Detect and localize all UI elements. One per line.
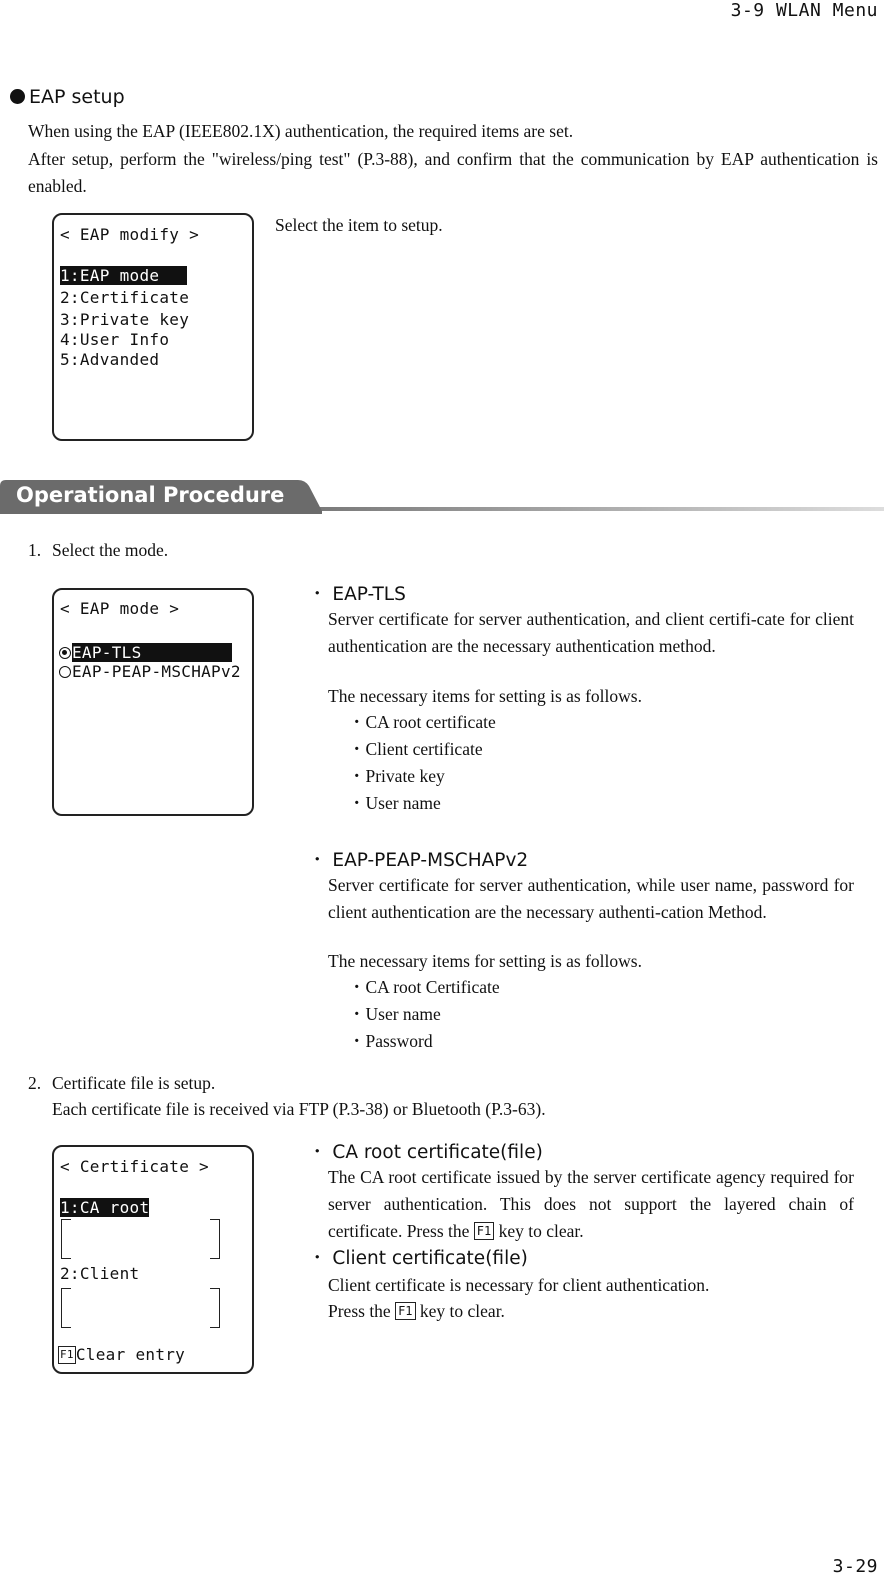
eap-tls-heading: ・ EAP-TLS: [308, 584, 406, 605]
step2-number: 2.: [28, 1073, 42, 1093]
f1-key-icon: F1: [474, 1222, 494, 1240]
client-desc: Client certificate is necessary for client authentication.: [328, 1275, 710, 1295]
eap-tls-items-intro: The necessary items for setting is as follows.: [328, 686, 642, 706]
eap-peap-items-intro: The necessary items for setting is as follows.: [328, 951, 642, 971]
menu-item-certificate[interactable]: 2:Certificate: [60, 288, 190, 307]
ca-root-field-left-bracket: [61, 1219, 71, 1259]
client-clear-hint: Press the F1 key to clear.: [328, 1301, 505, 1321]
eap-tls-item: ・Client certificate: [348, 739, 483, 759]
ca-root-heading: ・ CA root certificate(file): [308, 1142, 543, 1163]
eap-mode-screen: [52, 588, 254, 816]
option-eap-tls[interactable]: EAP-TLS: [59, 643, 232, 663]
radio-unselected-icon: [59, 666, 71, 678]
client-label[interactable]: 2:Client: [60, 1264, 140, 1283]
menu-item-private-key[interactable]: 3:Private key: [60, 310, 190, 329]
operational-procedure-banner: [0, 480, 884, 514]
ca-root-label[interactable]: 1:CA root: [60, 1198, 150, 1217]
client-heading: ・ Client certificate(file): [308, 1248, 528, 1269]
menu-item-user-info[interactable]: 4:User Info: [60, 330, 170, 349]
eap-peap-heading: ・ EAP-PEAP-MSCHAPv2: [308, 850, 529, 871]
eap-peap-item: ・User name: [348, 1004, 441, 1024]
eap-tls-item: ・User name: [348, 793, 441, 813]
eap-peap-item: ・CA root Certificate: [348, 977, 500, 997]
menu-item-advanced[interactable]: 5:Advanded: [60, 350, 160, 369]
certificate-screen: [52, 1145, 254, 1374]
page-number: 3-29: [832, 1556, 878, 1577]
eap-intro-1: When using the EAP (IEEE802.1X) authentication, the required items are set.: [28, 121, 574, 141]
clear-entry-hint[interactable]: F1 Clear entry: [60, 1345, 186, 1364]
step1-text: Select the mode.: [52, 540, 169, 560]
step1-number: 1.: [28, 540, 42, 560]
f1-key-icon: F1: [395, 1302, 415, 1320]
option-eap-peap[interactable]: EAP-PEAP-MSCHAPv2: [59, 662, 241, 682]
step2-text: Certificate file is setup.: [52, 1073, 216, 1093]
ca-root-desc: The CA root certificate issued by the server certificate agency required for server authentication. This does not support the layered chain of certificate. Press the F1 key to clear.: [328, 1167, 854, 1241]
eap-setup-heading: [10, 86, 125, 108]
client-field-left-bracket: [61, 1288, 71, 1328]
page-header: 3-9 WLAN Menu: [730, 0, 878, 21]
screen-title: < EAP modify >: [60, 225, 200, 244]
eap-tls-item: ・Private key: [348, 766, 445, 786]
eap-peap-item: ・Password: [348, 1031, 433, 1051]
client-field-right-bracket: [210, 1288, 220, 1328]
radio-selected-icon: [59, 647, 71, 659]
eap-modify-screen: [52, 213, 254, 441]
screen-title: < Certificate >: [60, 1157, 209, 1176]
eap-tls-desc: Server certificate for server authentication, and client certifi-cate for client authentication are the necessary authentication method.: [328, 609, 854, 656]
eap-setup-title: EAP setup: [29, 86, 125, 108]
bullet-dot-icon: [10, 89, 25, 104]
f1-key-icon: F1: [58, 1346, 76, 1364]
operational-procedure-title: Operational Procedure: [16, 483, 285, 507]
eap-tls-item: ・CA root certificate: [348, 712, 496, 732]
screen-title: < EAP mode >: [60, 599, 180, 618]
eap-intro-2: After setup, perform the "wireless/ping test" (P.3-88), and confirm that the communication by EAP authentication is enabled.: [28, 149, 878, 196]
select-note: Select the item to setup.: [275, 215, 443, 235]
menu-item-eap-mode[interactable]: 1:EAP mode: [60, 266, 187, 286]
step2-subtext: Each certificate file is received via FTP (P.3-38) or Bluetooth (P.3-63).: [52, 1099, 546, 1119]
eap-peap-desc: Server certificate for server authentication, while user name, password for client authentication are the necessary authenti-cation Method.: [328, 875, 854, 922]
ca-root-field-right-bracket: [210, 1219, 220, 1259]
